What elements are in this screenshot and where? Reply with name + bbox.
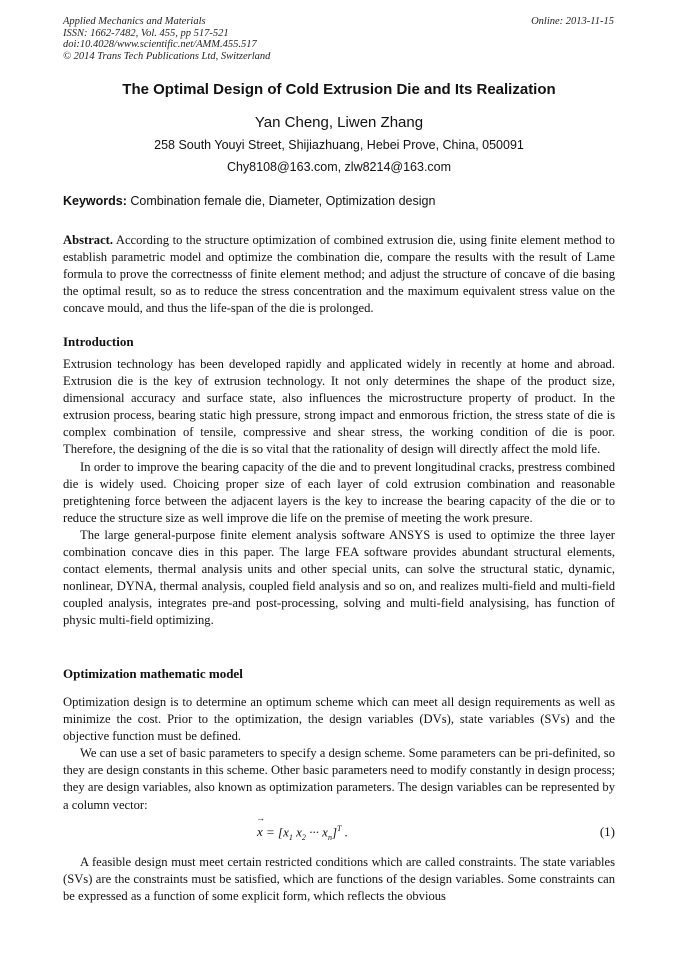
journal-name: Applied Mechanics and Materials [63, 16, 206, 27]
keywords-label: Keywords: [63, 194, 127, 208]
equation-1 [63, 824, 615, 844]
optimization-body-continued [63, 854, 615, 905]
optimization-heading: Optimization mathematic model [63, 666, 243, 681]
online-date: Online: 2013-11-15 [531, 16, 614, 27]
equation-1-body: → $x = [x_1$ $x_2$ ··· $x_n]^T$ . [257, 824, 348, 842]
journal-header [63, 16, 270, 62]
optimization-paragraph-2: We can use a set of basic parameters to specify a design scheme. Some parameters can be pri-definited, so they are design constants in this scheme. Other basic parameters need to modify constantly in design process; they are design variables, also known as optimization parameters. The design variables can be represented by a column vector: [63, 746, 615, 812]
journal-copyright: © 2014 Trans Tech Publications Ltd, Switzerland [63, 50, 271, 62]
keywords [63, 194, 615, 208]
author-affiliation: 258 South Youyi Street, Shijiazhuang, Hebei Prove, China, 050091 [154, 138, 524, 152]
author-emails: Chy8108@163.com, zlw8214@163.com [226, 160, 452, 174]
introduction-heading: Introduction [63, 334, 134, 349]
paper-authors: Yan Cheng, Liwen Zhang [254, 114, 424, 131]
introduction-paragraph-2: In order to improve the bearing capacity of the die and to prevent longitudinal cracks, prestress combined die is widely used. Choicing proper size of each layer of cold extrusion combination and reasonable pretightening force between the adjacent layers is the key to increase the bearing capacity of the die or to reduce the structure size as well improve die life on the premise of meeting the work presure. [63, 459, 615, 525]
journal-issn: ISSN: 1662-7482, Vol. 455, pp 517-521 [63, 27, 229, 39]
abstract [63, 232, 615, 317]
keywords-text: Combination female die, Diameter, Optimization design [130, 194, 436, 208]
optimization-paragraph-3: A feasible design must meet certain restricted conditions which are called constraints. The state variables (SVs) are the constraints must be satisfied, which are functions of the design variables. Some constraints can be expressed as a function of some explicit form, which reflects the obvious [63, 855, 615, 904]
introduction-paragraph-3: The large general-purpose finite element analysis software ANSYS is used to optimize the three layer combination concave dies in this paper. The large FEA software provides abundant structural elements, contact elements, thermal analysis units and other special units, can solve the structural static, dynamic, nonlinear, DYNA, thermal analysis, coupled field analysis and so on, and realizes multi-field and multi-field coupled analysis, integrates pre-and post-processing, solving and multi-field analysising, has function of physic multi-field optimizing. [63, 527, 615, 628]
introduction-paragraph-1: Extrusion technology has been developed rapidly and applicated widely in recently at home and abroad. Extrusion die is the key of extrusion technology. It not only determines the shape of the product size, dimensional accuracy and surface state, also influences the microstructure property of product. In the extrusion process, bearing static high pressure, strong impact and enmorous friction, the stress state of die is complex combination of tensile, compressive and shear stress, the working condition of die is poor. Therefore, the designing of the die is so vital that the rationality of design will directly affect the mold life. [63, 357, 615, 457]
abstract-label: Abstract. [63, 233, 114, 247]
introduction-body [63, 356, 615, 630]
optimization-body [63, 694, 615, 814]
journal-doi: doi:10.4028/www.scientific.net/AMM.455.517 [63, 39, 257, 50]
abstract-text: According to the structure optimization of combined extrusion die, using finite element method to establish parametric model and optimize the combination die, compare the results with the result of Lame formula to prove the correctnesss of finite element method; and adjust the structure of concave of die basing the optimal result, so as to reduce the stress concentration and the maximum equivalent stress value on the concave mould, and thus the life-span of the die is prolonged. [63, 233, 615, 316]
optimization-paragraph-1: Optimization design is to determine an optimum scheme which can meet all design requirements as well as minimize the cost. Prior to the optimization, the design variables (DVs), state variables (SVs) and the objective function must be defined. [63, 695, 615, 744]
paper-title: The Optimal Design of Cold Extrusion Die and Its Realization [122, 81, 556, 98]
equation-1-number: (1) [599, 824, 615, 839]
